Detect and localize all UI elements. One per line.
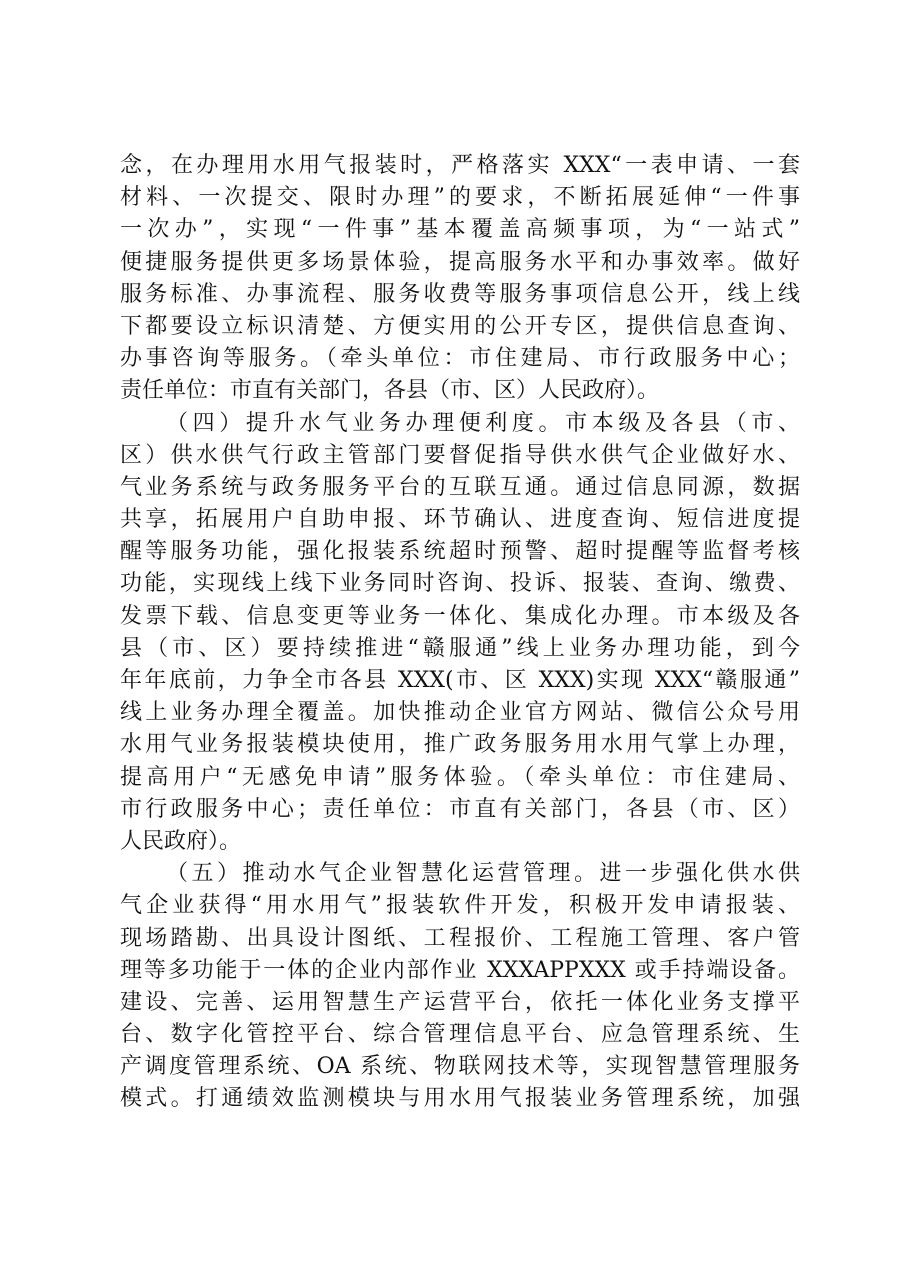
text-line: 便捷服务提供更多场景体验，提高服务水平和办事效率。做好 [120,249,800,275]
text-line: 气业务系统与政务服务平台的互联互通。通过信息同源，数据 [120,474,800,500]
section-heading-line: （五）推动水气企业智慧化运营管理。进一步强化供水供 [166,861,800,887]
text-line: 气企业获得“用水用气”报装软件开发，积极开发申请报装、 [120,893,800,919]
text-line: 水用气业务报装模块使用，推广政务服务用水用气掌上办理， [120,732,800,758]
text-line: 线上业务办理全覆盖。加快推动企业官方网站、微信公众号用 [120,700,800,726]
text-line: 模式。打通绩效监测模块与用水用气报装业务管理系统，加强 [120,1086,800,1112]
text-line: 理等多功能于一体的企业内部作业 XXXAPPXXX 或手持端设备。 [120,957,800,983]
text-line: 下都要设立标识清楚、方便实用的公开专区，提供信息查询、 [120,313,800,339]
text-line: 现场踏勘、出具设计图纸、工程报价、工程施工管理、客户管 [120,925,800,951]
text-line: 功能，实现线上线下业务同时咨询、投诉、报装、查询、缴费、 [120,571,800,597]
text-line: 市行政服务中心；责任单位：市直有关部门，各县（市、区） [120,796,800,822]
text-line: 共享，拓展用户自助申报、环节确认、进度查询、短信进度提 [120,507,800,533]
section-heading-line: （四）提升水气业务办理便利度。市本级及各县（市、 [166,410,800,436]
text-line: 服务标准、办事流程、服务收费等服务事项信息公开，线上线 [120,281,800,307]
text-line: 责任单位：市直有关部门，各县（市、区）人民政府）。 [120,378,660,404]
text-line: 发票下载、信息变更等业务一体化、集成化办理。市本级及各 [120,603,800,629]
text-line: 提高用户“无感免申请”服务体验。（牵头单位：市住建局、 [120,764,800,790]
text-line: 人民政府）。 [120,828,242,854]
text-line: 念，在办理用水用气报装时，严格落实 XXX“一表申请、一套 [120,153,800,178]
text-line: 建设、完善、运用智慧生产运营平台，依托一体化业务支撑平 [120,989,800,1015]
document-body [120,150,800,1116]
text-line: 材料、一次提交、限时办理”的要求，不断拓展延伸“一件事 [120,185,800,211]
text-line: 醒等服务功能，强化报装系统超时预警、超时提醒等监督考核 [120,539,800,565]
text-line: 年年底前，力争全市各县 XXX(市、区 XXX)实现 XXX“赣服通” [120,668,800,693]
text-line: 区）供水供气行政主管部门要督促指导供水供气企业做好水、 [120,442,800,468]
text-line: 产调度管理系统、OA 系统、物联网技术等，实现智慧管理服务 [120,1054,800,1080]
text-line: 一次办”，实现“一件事”基本覆盖高频事项，为“一站式” [120,217,800,243]
text-line: 办事咨询等服务。（牵头单位：市住建局、市行政服务中心； [120,346,800,372]
text-line: 县（市、区）要持续推进“赣服通”线上业务办理功能，到今 [120,635,800,661]
text-line: 台、数字化管控平台、综合管理信息平台、应急管理系统、生 [120,1022,800,1048]
